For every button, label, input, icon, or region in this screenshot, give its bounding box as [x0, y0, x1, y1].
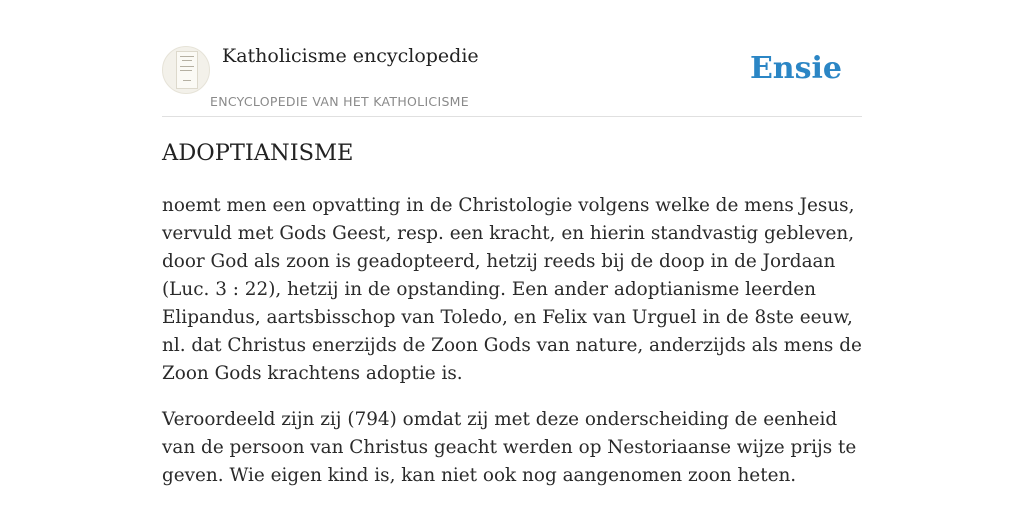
site-subtitle: ENCYCLOPEDIE VAN HET KATHOLICISME	[210, 94, 469, 109]
entry-paragraph: Veroordeeld zijn zij (794) omdat zij met deze onderscheiding de eenheid van de persoon van Christus geacht werden op Nestoriaanse wijze prijs te geven. Wie eigen kind is, kan niet ook nog aangenomen zoon heten.	[162, 409, 857, 486]
logo-page	[176, 51, 198, 89]
site-title[interactable]: Katholicisme encyclopedie	[222, 45, 479, 67]
entry-body	[162, 192, 862, 508]
site-header	[162, 40, 862, 117]
book-cover-icon[interactable]	[162, 46, 210, 94]
brand-logo-link[interactable]: Ensie	[749, 51, 842, 86]
entry-paragraph: noemt men een opvatting in de Christologie volgens welke de mens Jesus, vervuld met Gods Geest, resp. een kracht, en hierin standvastig gebleven, door God als zoon is geadopteerd, hetzij reeds bij de doop in de Jordaan (Luc. 3 : 22), hetzij in de opstanding. Een ander adoptianisme leerden Elipandus, aartsbisschop van Toledo, en Felix van Urguel in de 8ste eeuw, nl. dat Christus enerzijds de Zoon Gods van nature, anderzijds als mens de Zoon Gods krachtens adoptie is.	[162, 195, 862, 384]
entry-title: ADOPTIANISME	[162, 140, 354, 166]
